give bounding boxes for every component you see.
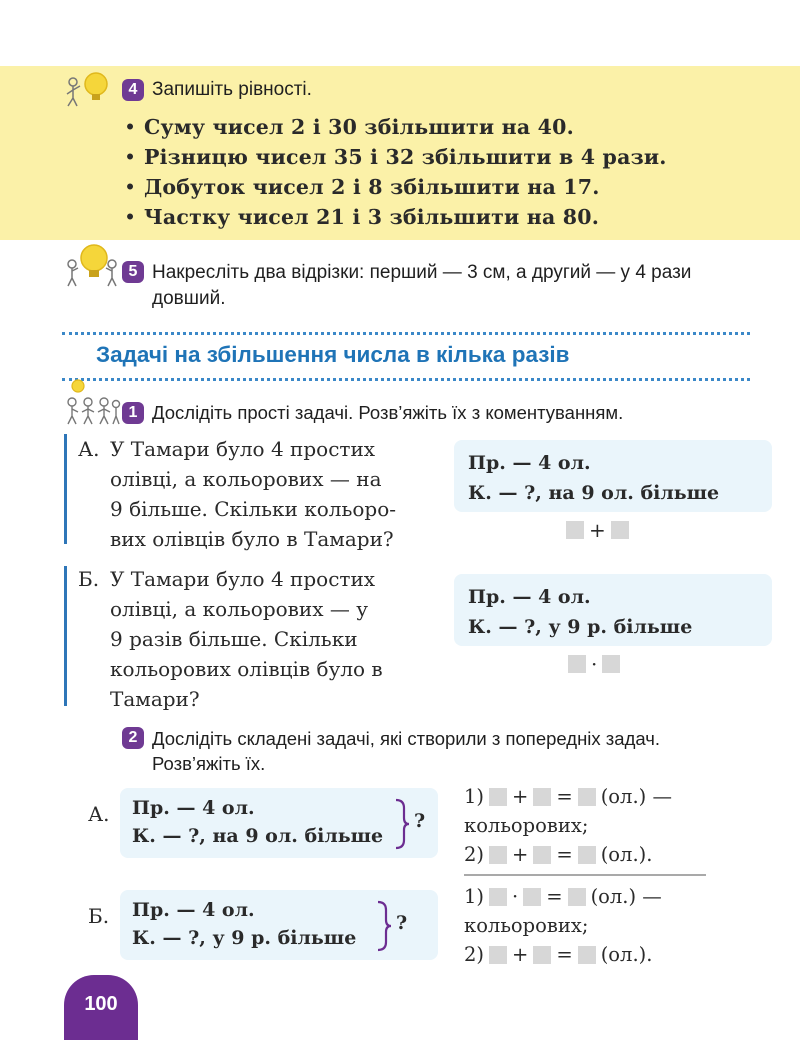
task5-number-badge: 5 xyxy=(122,261,144,283)
problem-b-short-note: Пр. — 4 ол. К. — ?, у 9 р. більше xyxy=(454,574,772,646)
problem-a-bar xyxy=(64,434,67,544)
task2-number-badge: 2 xyxy=(122,727,144,749)
problem-a-text: А. У Тамари було 4 простих олівці, а кольорових — на 9 більше. Скільки кольоро- вих олівців було в Тамари? xyxy=(78,434,430,554)
answer-blank[interactable] xyxy=(489,888,507,906)
task2-a-short-note: Пр. — 4 ол. К. — ?, на 9 ол. більше xyxy=(120,788,438,858)
task2-title: Дослідіть складені задачі, які створили з попередніх задач. Розв’яжіть їх. xyxy=(152,728,661,774)
lightbulb-team-icon xyxy=(64,240,120,288)
answer-blank[interactable] xyxy=(568,655,586,673)
task1-title: Дослідіть прості задачі. Розв’яжіть їх з коментуванням. xyxy=(152,402,624,423)
task2-b-letter: Б. xyxy=(88,904,110,928)
task4-title: Запишіть рівності. xyxy=(152,79,312,100)
answer-blank[interactable] xyxy=(489,946,507,964)
curly-brace-icon xyxy=(394,798,410,850)
task4-number-badge: 4 xyxy=(122,79,144,101)
section-divider-bottom xyxy=(62,378,750,381)
task2-a-solution: 1) + = (ол.) — кольорових; 2) + = (ол.). xyxy=(464,785,672,866)
section-title: Задачі на збільшення числа в кілька разів xyxy=(96,342,570,367)
list-item: • Різницю чисел 35 і 32 збільшити в 4 рази. xyxy=(124,145,667,169)
list-item: • Частку чисел 21 і 3 збільшити на 80. xyxy=(124,205,600,229)
answer-blank[interactable] xyxy=(533,846,551,864)
problem-b-letter: Б. xyxy=(78,567,100,591)
problem-b-expression: · xyxy=(568,652,620,676)
task2-b-question: ? xyxy=(396,912,408,934)
answer-blank[interactable] xyxy=(533,946,551,964)
task2-a-question: ? xyxy=(414,810,426,832)
task2-a-letter: А. xyxy=(88,802,110,826)
answer-blank[interactable] xyxy=(489,788,507,806)
task1-number-badge: 1 xyxy=(122,402,144,424)
answer-blank[interactable] xyxy=(489,846,507,864)
list-item: • Добуток чисел 2 і 8 збільшити на 17. xyxy=(124,175,600,199)
answer-blank[interactable] xyxy=(578,788,596,806)
curly-brace-icon xyxy=(376,900,392,952)
answer-blank[interactable] xyxy=(566,521,584,539)
answer-blank[interactable] xyxy=(611,521,629,539)
answer-blank[interactable] xyxy=(602,655,620,673)
lightbulb-figure-icon xyxy=(64,70,116,108)
section-divider-top xyxy=(62,332,750,335)
solution-divider xyxy=(464,874,706,876)
answer-blank[interactable] xyxy=(533,788,551,806)
task2-b-solution: 1) · = (ол.) — кольорових; 2) + = (ол.). xyxy=(464,885,662,966)
problem-b-bar xyxy=(64,566,67,706)
page-number: 100 xyxy=(84,993,118,1015)
problem-a-letter: А. xyxy=(78,437,100,461)
answer-blank[interactable] xyxy=(523,888,541,906)
answer-blank[interactable] xyxy=(568,888,586,906)
task5-text: Накресліть два відрізки: перший — 3 см, а другий — у 4 рази довший. xyxy=(152,262,692,309)
problem-a-expression: + xyxy=(566,518,629,542)
problem-a-short-note: Пр. — 4 ол. К. — ?, на 9 ол. більше xyxy=(454,440,772,512)
list-item: • Суму чисел 2 і 30 збільшити на 40. xyxy=(124,115,574,139)
lightbulb-group-icon xyxy=(64,378,122,426)
task2-b-short-note: Пр. — 4 ол. К. — ?, у 9 р. більше xyxy=(120,890,438,960)
answer-blank[interactable] xyxy=(578,846,596,864)
problem-b-text: Б. У Тамари було 4 простих олівці, а кольорових — у 9 разів більше. Скільки кольорових олівців було в Тамари? xyxy=(78,564,430,714)
task4-list xyxy=(124,112,667,232)
answer-blank[interactable] xyxy=(578,946,596,964)
